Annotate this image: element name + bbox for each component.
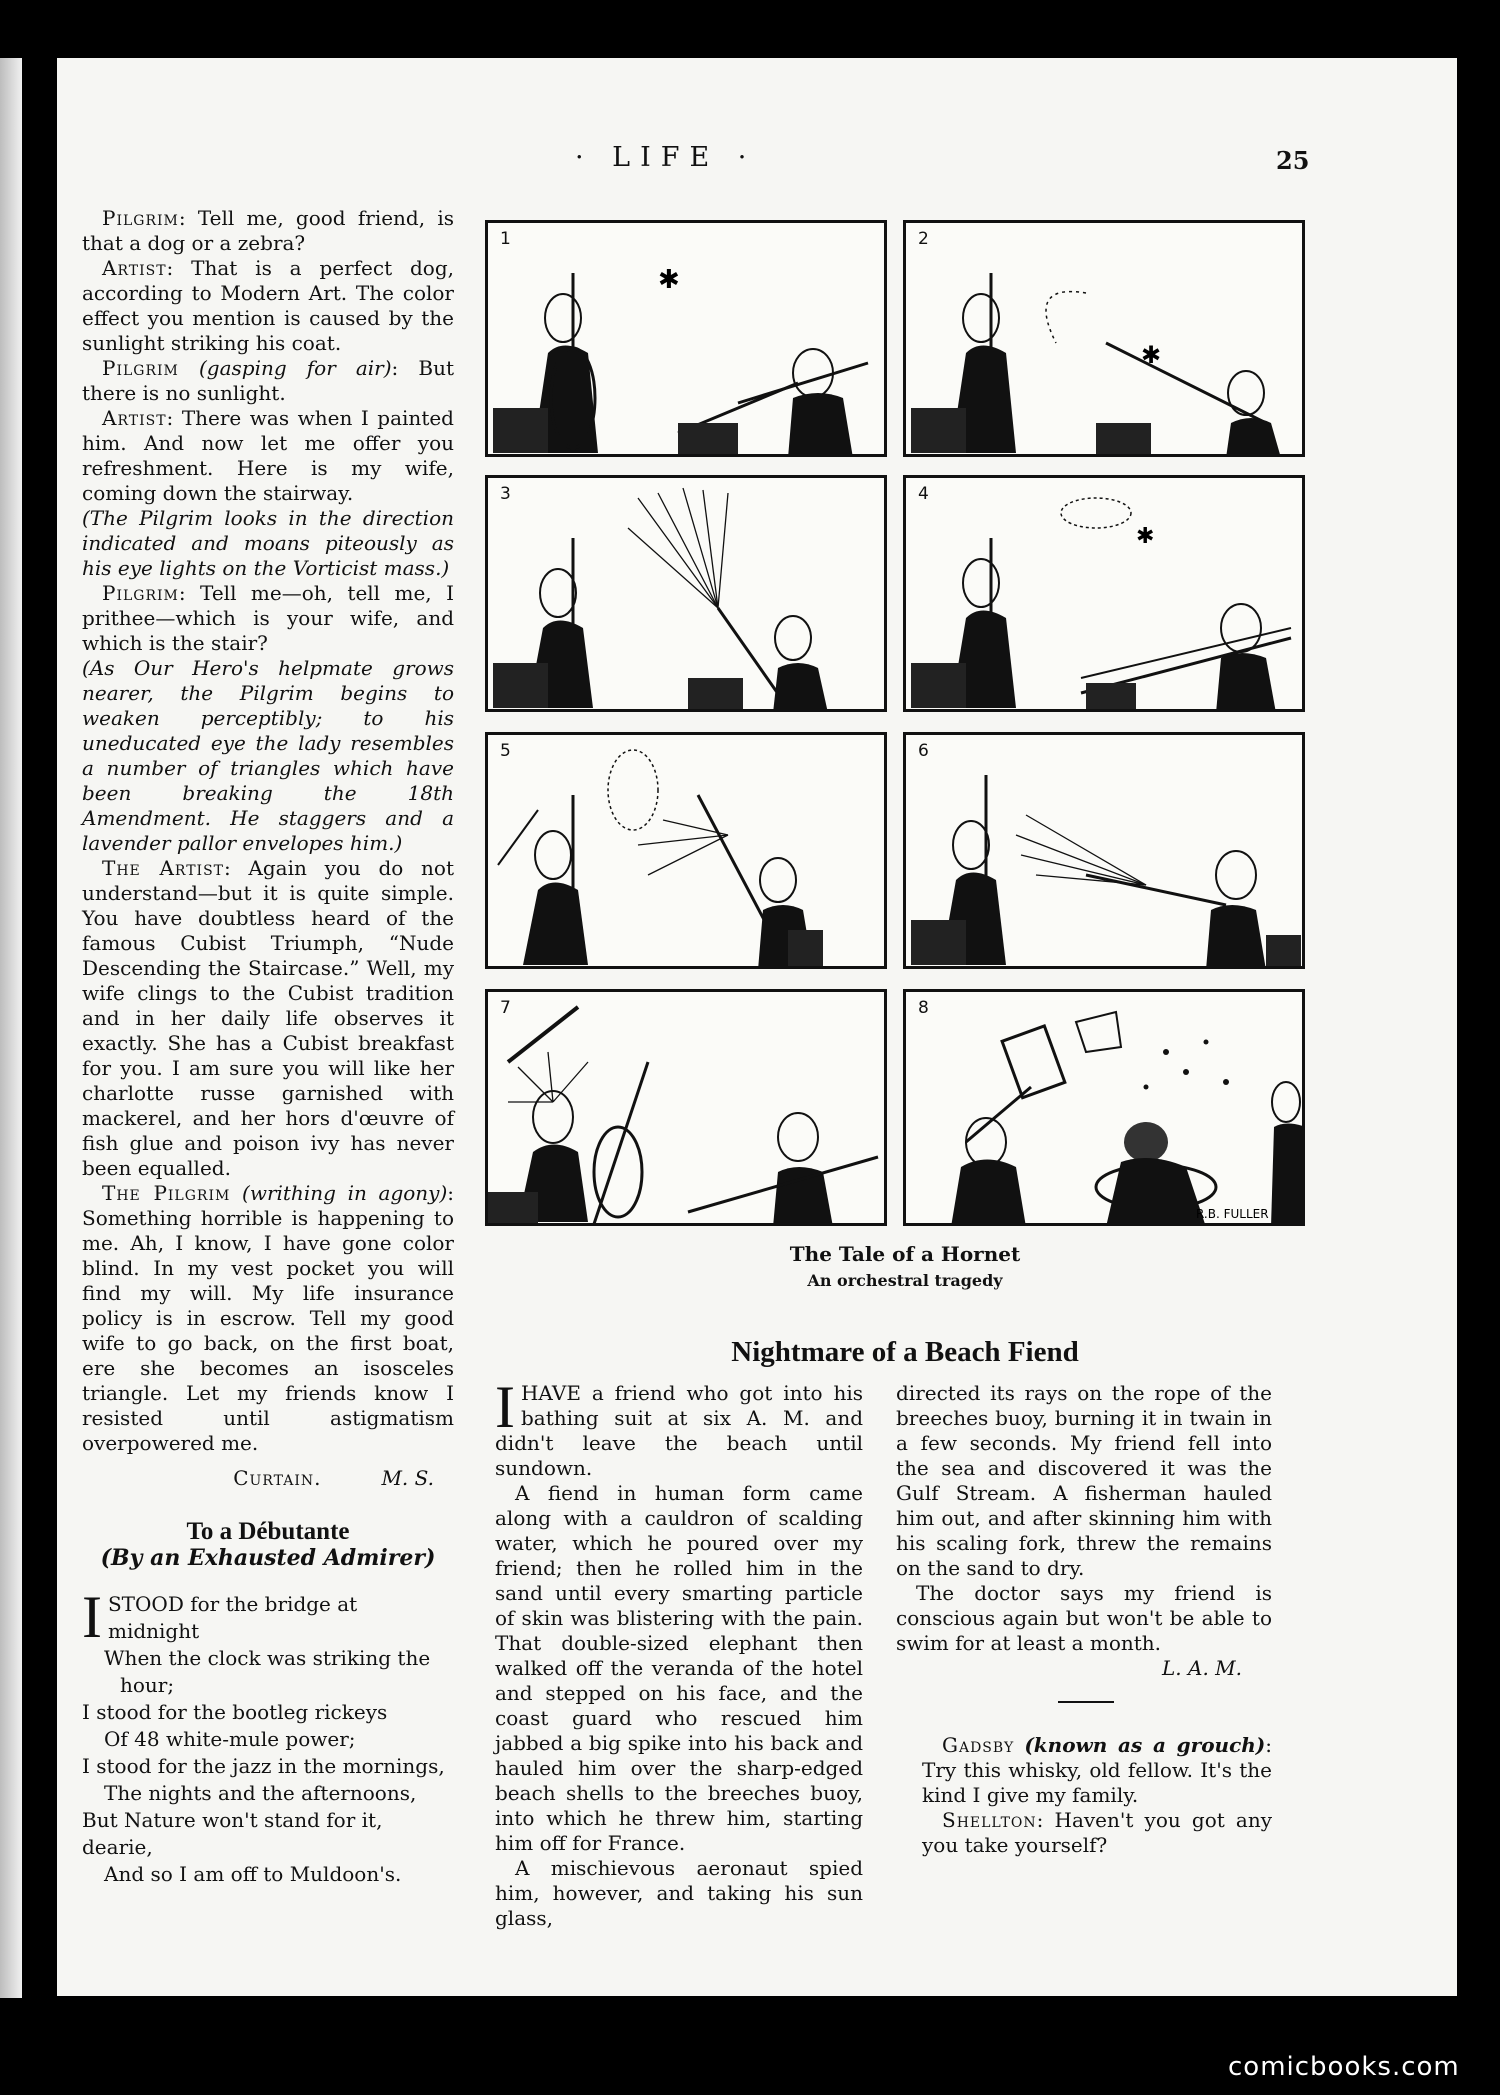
joke-column bbox=[922, 1733, 1272, 1858]
drop-cap: I bbox=[495, 1374, 515, 1440]
artist-signature: R.B. FULLER bbox=[1196, 1207, 1269, 1221]
drop-cap: I bbox=[82, 1584, 102, 1650]
joke-line: Gadsby (known as a grouch): Try this whisky, old fellow. It's the kind I give my family. bbox=[922, 1733, 1273, 1807]
poem-line: When the clock was striking the bbox=[104, 1646, 431, 1670]
stage-direction: (As Our Hero's helpmate grows nearer, the Pilgrim begins to weaken perceptibly; to his uneducated eye the lady resembles a number of triangles which have been breaking the 18th Amendment. He staggers and a lavender pallor envelopes him.) bbox=[82, 656, 454, 855]
comic-panel-6 bbox=[903, 732, 1305, 969]
poem-title: To a Débutante bbox=[186, 1518, 350, 1545]
book-spine bbox=[0, 58, 22, 1998]
comic-panel-7 bbox=[485, 989, 887, 1226]
panel-drawing bbox=[488, 223, 887, 457]
dialogue-line: The Artist: Again you do not understand—but it is quite simple. You have doubtless heard of the famous Cubist Triumph, “Nude Descending the Staircase.” Well, my wife clings to the Cubist tradition and in her daily life observes it exactly. She has a Cubist breakfast for you. I am sure you will like her charlotte russe garnished with mackerel, and her hors d'œuvre of fish glue and poison ivy has never been equalled. bbox=[82, 856, 454, 1180]
panel-drawing bbox=[488, 992, 887, 1226]
stage-direction: (The Pilgrim looks in the direction indicated and moans piteously as his eye lights on the Vorticist mass.) bbox=[82, 506, 454, 580]
comic-panel-8 bbox=[903, 989, 1305, 1226]
dialogue-line: Pilgrim: Tell me—oh, tell me, I prithee—which is your wife, and which is the stair? bbox=[82, 581, 454, 655]
poem-line: hour; bbox=[120, 1673, 175, 1697]
left-column bbox=[82, 206, 454, 1888]
running-title: · LIFE · bbox=[575, 142, 757, 173]
panel-number: 1 bbox=[500, 229, 511, 249]
article-paragraph: directed its rays on the rope of the breeches buoy, burning it in twain in a few seconds. My friend fell into the sea and discovered it was the Gulf Stream. A fisherman hauled him out, and after skinning him with his scaling fork, threw the remains on the sand to dry. bbox=[896, 1381, 1272, 1580]
comic-strip bbox=[485, 220, 1325, 1232]
dialogue-line: Artist: There was when I painted him. And now let me offer you refreshment. Here is my wife, coming down the stairway. bbox=[82, 406, 454, 505]
curtain-line bbox=[82, 1466, 454, 1491]
comic-caption-subtitle: An orchestral tragedy bbox=[807, 1271, 1003, 1290]
panel-number: 6 bbox=[918, 741, 929, 761]
comic-caption-title: The Tale of a Hornet bbox=[789, 1242, 1021, 1266]
article-paragraph: A mischievous aeronaut spied him, however, and taking his sun glass, bbox=[495, 1856, 863, 1930]
panel-number: 7 bbox=[500, 998, 511, 1018]
hornet-icon: ✱ bbox=[1136, 524, 1155, 549]
panel-number: 8 bbox=[918, 998, 929, 1018]
dialogue-line: The Pilgrim (writhing in agony): Something horrible is happening to me. Ah, I know, I have gone color blind. In my vest pocket you will find my will. My life insurance policy is in escrow. Tell my good wife to go back, on the first boat, ere she becomes an isosceles triangle. Let my friends know I resisted until astigmatism overpowered me. bbox=[82, 1181, 455, 1455]
comic-panel-3 bbox=[485, 475, 887, 712]
hornet-icon: ✱ bbox=[1141, 341, 1162, 369]
comic-panel-2 bbox=[903, 220, 1305, 457]
poem-subtitle: (By an Exhausted Admirer) bbox=[100, 1545, 436, 1571]
article-signature: L. A. M. bbox=[1162, 1656, 1242, 1680]
comic-panel-5 bbox=[485, 732, 887, 969]
panel-drawing bbox=[906, 735, 1305, 969]
source-watermark: comicbooks.com bbox=[1228, 2052, 1460, 2082]
poem-line: I stood for the bootleg rickeys bbox=[82, 1700, 388, 1724]
article-column-2 bbox=[896, 1381, 1272, 1681]
article-column-1 bbox=[495, 1374, 863, 1931]
poem-line: And so I am off to Muldoon's. bbox=[104, 1862, 402, 1886]
joke-line: Shellton: Haven't you got any you take yourself? bbox=[922, 1808, 1272, 1857]
article-paragraph: A fiend in human form came along with a cauldron of scalding water, which he poured over my friend; then he rolled him in the sand until every smarting particle of skin was blistering with the pain. That double-sized elephant then walked off the veranda of the hotel and stepped on his face, and the coast guard who rescued him jabbed a big spike into his back and hauled him over the sharp-edged beach shells to the breeches buoy, into which he threw him, starting him off for France. bbox=[495, 1481, 863, 1855]
comic-panel-4 bbox=[903, 475, 1305, 712]
panel-number: 4 bbox=[918, 484, 929, 504]
poem-line: Of 48 white-mule power; bbox=[104, 1727, 356, 1751]
author-signature: M. S. bbox=[381, 1466, 434, 1490]
dialogue-line: Artist: That is a perfect dog, according to Modern Art. The color effect you mention is caused by the sunlight striking his coat. bbox=[82, 256, 454, 355]
article-title: Nightmare of a Beach Fiend bbox=[731, 1336, 1079, 1368]
article-paragraph: IHAVE a friend who got into his bathing suit at six A. M. and didn't leave the beach until sundown. bbox=[495, 1374, 863, 1480]
curtain-label: Curtain. bbox=[233, 1466, 322, 1490]
poem-line: But Nature won't stand for it, dearie, bbox=[82, 1808, 383, 1859]
poem-line: I stood for the jazz in the mornings, bbox=[82, 1754, 445, 1778]
panel-number: 3 bbox=[500, 484, 511, 504]
panel-drawing bbox=[906, 478, 1305, 712]
section-divider bbox=[1058, 1701, 1114, 1703]
panel-drawing bbox=[906, 992, 1305, 1226]
panel-drawing bbox=[906, 223, 1305, 457]
dialogue-line: Pilgrim: Tell me, good friend, is that a dog or a zebra? bbox=[82, 206, 454, 255]
article-paragraph: The doctor says my friend is conscious again but won't be able to swim for at least a month. bbox=[896, 1581, 1272, 1655]
page-number: 25 bbox=[1276, 146, 1310, 175]
poem bbox=[82, 1584, 454, 1888]
panel-number: 2 bbox=[918, 229, 929, 249]
poem-first-line: ISTOOD for the bridge at midnight bbox=[82, 1584, 358, 1650]
hornet-icon: ✱ bbox=[658, 265, 680, 295]
comic-panel-1 bbox=[485, 220, 887, 457]
panel-number: 5 bbox=[500, 741, 511, 761]
panel-drawing bbox=[488, 735, 887, 969]
poem-line: The nights and the afternoons, bbox=[104, 1781, 417, 1805]
dialogue-line: Pilgrim (gasping for air): But there is no sunlight. bbox=[82, 356, 454, 405]
panel-drawing bbox=[488, 478, 887, 712]
